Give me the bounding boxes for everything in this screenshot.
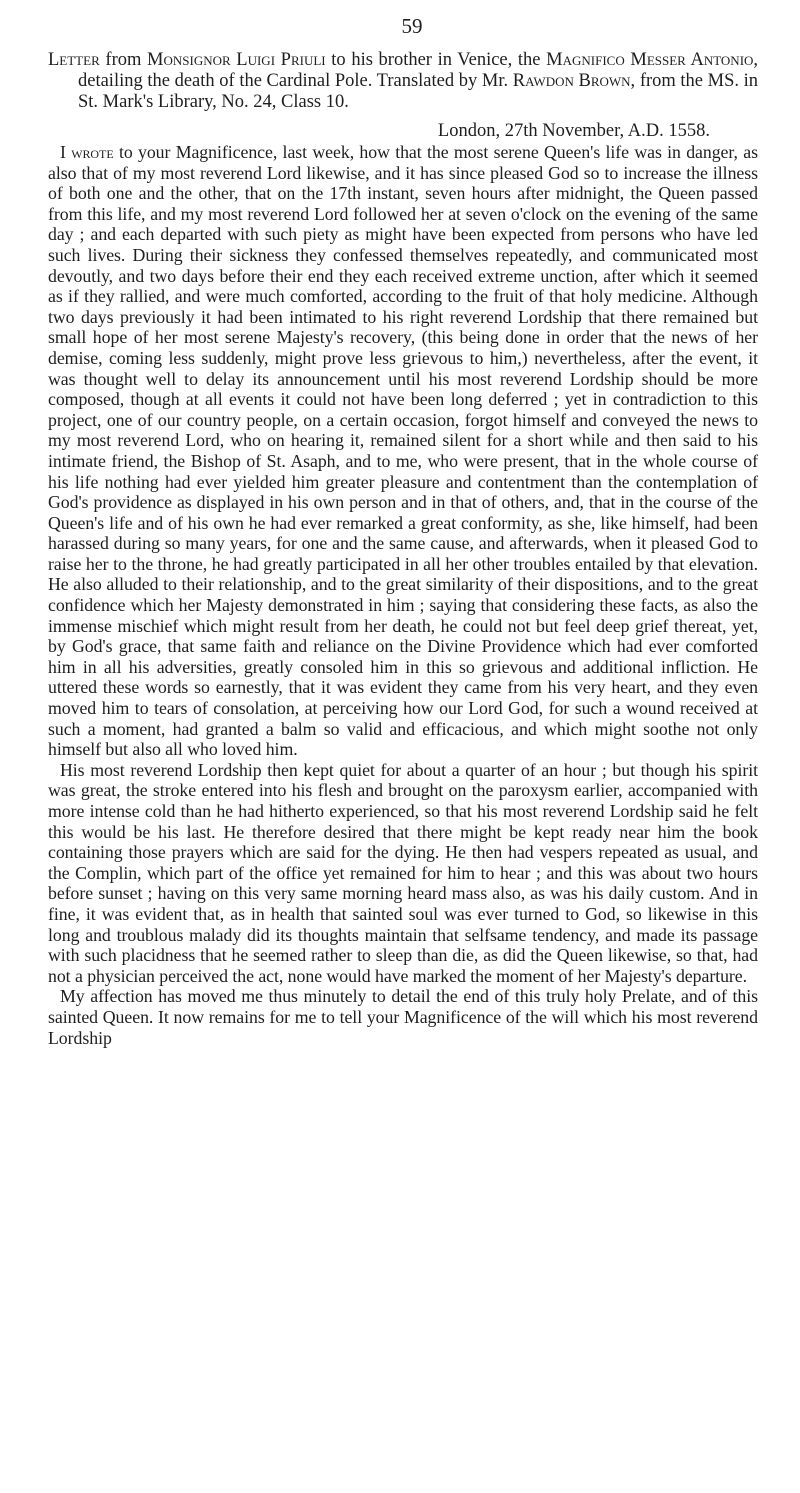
document-page <box>48 12 758 1048</box>
heading-letter-label: Letter <box>48 50 100 70</box>
heading-magnifico: Magnifico Messer Antonio, <box>546 50 759 70</box>
paragraph-3: My affection has moved me thus minutely to detail the end of this truly holy Prelate, and of this sainted Queen. It now remains for me to tell your Magnificence of the will which his most reverend Lordship <box>48 986 758 1048</box>
paragraph-2: His most reverend Lordship then kept quiet for about a quarter of an hour ; but though his spirit was great, the stroke entered into his flesh and brought on the paroxysm earlier, accompanied with more intense cold than he had hitherto experienced, so that his most reverend Lordship said he felt this would be his last. He therefore desired that there might be kept ready near him the book containing those prayers which are said for the dying. He then had vespers repeated as usual, and the Complin, which part of the office yet remained for him to hear ; and this was about two hours before sunset ; having on this very same morning heard mass also, as was his daily custom. And in fine, it was evident that, as in health that sainted soul was ever turned to God, so likewise in this long and troublous malady did its thoughts maintain that selfsame tendency, and made its passage with such placidness that he seemed rather to sleep than die, as did the Queen likewise, so that, had not a physician perceived the act, none would have marked the moment of her Majesty's departure. <box>48 759 758 986</box>
dateline: London, 27th November, A.D. 1558. <box>437 121 710 141</box>
heading-from-label: from <box>105 50 142 70</box>
heading-source: from the MS. in St. Mark's Library, No. 24, Class 10. <box>78 71 759 112</box>
paragraph-1-lead: I wrote <box>60 142 114 162</box>
heading-text-after-sender: to his brother in Venice, the <box>331 50 541 70</box>
heading-text-after-magnifico: detailing the death of the Cardinal Pole. Translated by Mr. <box>78 71 509 91</box>
heading-sender: Monsignor Luigi Priuli <box>147 50 326 70</box>
page-number: 59 <box>401 14 423 38</box>
letter-heading <box>48 50 758 113</box>
heading-translator: Rawdon Brown, <box>512 71 636 91</box>
paragraph-1 <box>48 142 758 760</box>
paragraph-1-text: to your Magnificence, last week, how that the most serene Queen's life was in danger, as also that of my most reverend Lord likewise, and it has since pleased God so to increase the illness of both one and the other, that on the 17th instant, seven hours after midnight, the Queen passed from this life, and my most reverend Lord followed her at seven o'clock on the evening of the same day ; and each departed with such piety as might have been expected from persons who have led such lives. During their sickness they confessed themselves repeatedly, and communicated most devoutly, and two days before their end they each received extreme unction, after which it seemed as if they rallied, and were much comforted, according to the fruit of that holy medicine. Although two days previously it had been intimated to his right reverend Lordship that there remained but small hope of her most serene Majesty's recovery, (this being done in order that the news of her demise, coming less suddenly, might prove less grievous to him,) nevertheless, after the event, it was thought well to delay its announcement until his most reverend Lordship should be more composed, though at all events it could not have been long deferred ; yet in contradiction to this project, one of our country people, on a certain occasion, forgot himself and conveyed the news to my most reverend Lord, who on hearing it, remained silent for a short while and then said to his intimate friend, the Bishop of St. Asaph, and to me, who were present, that in the whole course of his life nothing had ever yielded him greater pleasure and contentment than the contemplation of God's providence as displayed in his own person and in that of others, and, that in the course of the Queen's life and of his own he had ever remarked a great conformity, as she, like himself, had been harassed during so many years, for one and the same cause, and afterwards, when it pleased God to raise her to the throne, he had greatly participated in all her other troubles entailed by that elevation. He also alluded to their relationship, and to the great similarity of their dispositions, and to the great confidence which her Majesty demonstrated in him ; saying that considering these facts, as also the immense mischief which might result from her death, he could not but feel deep grief thereat, yet, by God's grace, that same faith and reliance on the Divine Providence which had ever comforted him in all his adversities, greatly consoled him in this so grievous and additional infliction. He uttered these words so earnestly, that it was evident they came from his very heart, and they even moved him to tears of consolation, at perceiving how our Lord God, for such a wound received at such a moment, had granted a balm so valid and efficacious, and which might soothe not only himself but also all who loved him. <box>48 142 758 760</box>
